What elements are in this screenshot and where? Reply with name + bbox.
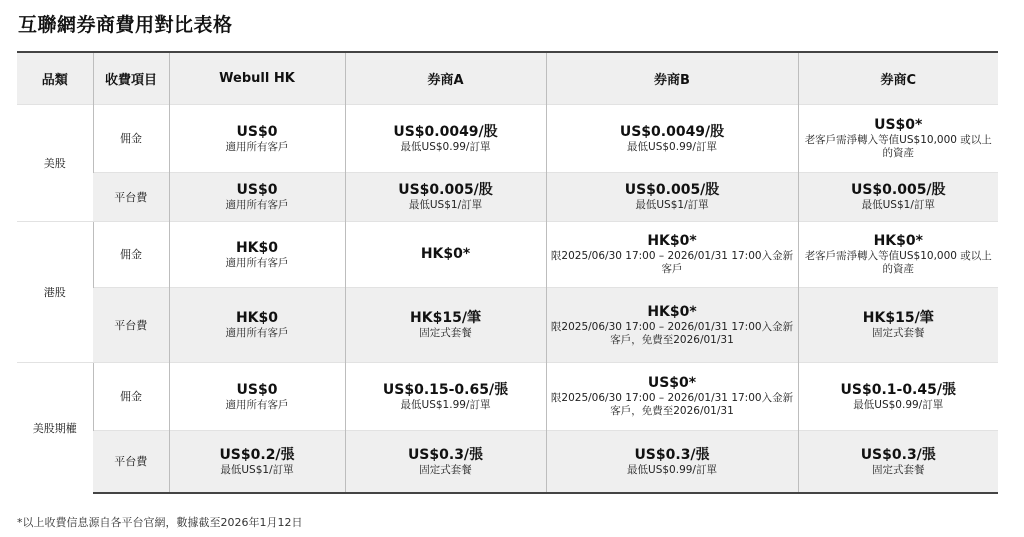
header-broker-a: 券商A [345, 52, 546, 104]
fee-main: US$0.005/股 [850, 182, 946, 198]
fee-note: 適用所有客戶 [225, 398, 289, 411]
fee-note: 最低US$1/訂單 [861, 199, 935, 211]
fee-note: 最低US$1/訂單 [220, 463, 294, 476]
header-category: 品類 [17, 52, 93, 104]
fee-main: US$0 [236, 381, 278, 398]
header-broker-b: 券商B [546, 52, 798, 104]
cell-broker-b [546, 221, 798, 287]
fee-note: 最低US$1/訂單 [635, 199, 709, 211]
fee-item-platform: 平台費 [93, 430, 169, 493]
fee-main: US$0* [874, 117, 923, 133]
fee-main: US$0.3/張 [860, 446, 936, 463]
fee-main: HK$0* [420, 246, 471, 262]
category-us-options: 美股期權 [17, 362, 93, 493]
fee-note: 適用所有客戶 [225, 327, 289, 339]
cell-broker-b [546, 104, 798, 172]
fee-main: US$0* [647, 375, 697, 391]
fee-main: US$0.3/張 [634, 446, 710, 463]
fee-item-commission: 佣金 [93, 221, 169, 287]
table-row [17, 430, 998, 493]
fee-comparison-table [17, 51, 998, 494]
fee-main: US$0.3/張 [407, 446, 484, 463]
fee-main: US$0.005/股 [624, 182, 720, 198]
fee-item-platform: 平台費 [93, 287, 169, 362]
table-row [17, 287, 998, 362]
fee-item-commission: 佣金 [93, 362, 169, 430]
fee-note: 適用所有客戶 [225, 256, 289, 269]
cell-broker-a [345, 221, 546, 287]
fee-note: 最低US$0.99/訂單 [853, 398, 944, 411]
table-row [17, 104, 998, 172]
fee-main: US$0.0049/股 [393, 123, 498, 140]
header-webull-hk: Webull HK [169, 52, 345, 104]
fee-item-commission: 佣金 [93, 104, 169, 172]
cell-webull [169, 104, 345, 172]
page-title: 互聯網券商費用對比表格 [18, 14, 233, 36]
fee-note: 限2025/06/30 17:00 – 2026/01/31 17:00入金新客戶，免費至2026/01/31 [550, 392, 794, 417]
fee-note: 固定式套餐 [872, 327, 925, 339]
fee-note: 適用所有客戶 [225, 140, 289, 153]
fee-main: US$0.1-0.45/張 [840, 381, 956, 398]
fee-main: HK$15/筆 [410, 310, 481, 326]
table-row [17, 362, 998, 430]
fee-note: 固定式套餐 [419, 327, 472, 339]
cell-broker-a [345, 362, 546, 430]
fee-main: HK$0* [873, 233, 923, 249]
cell-broker-c [798, 221, 998, 287]
fee-main: US$0 [236, 182, 278, 198]
cell-broker-a [345, 172, 546, 221]
fee-note: 固定式套餐 [872, 463, 925, 476]
fee-note: 老客戶需淨轉入等值US$10,000 或以上的資產 [804, 250, 992, 275]
cell-webull [169, 172, 345, 221]
table-row [17, 172, 998, 221]
fee-note: 最低US$1/訂單 [408, 199, 483, 211]
fee-note: 固定式套餐 [419, 463, 472, 476]
fee-main: US$0.005/股 [398, 182, 493, 198]
fee-main: HK$0* [647, 303, 697, 320]
cell-webull [169, 430, 345, 493]
cell-broker-c [798, 362, 998, 430]
header-fee-item: 收費項目 [93, 52, 169, 104]
cell-webull [169, 221, 345, 287]
fee-main: US$0 [236, 123, 278, 140]
fee-note: 老客戶需淨轉入等值US$10,000 或以上的資產 [804, 134, 992, 159]
fee-main: US$0.0049/股 [619, 123, 725, 140]
fee-note: 最低US$0.99/訂單 [400, 140, 491, 153]
cell-broker-c [798, 287, 998, 362]
cell-webull [169, 287, 345, 362]
fee-main: HK$0 [235, 310, 279, 326]
cell-broker-c [798, 430, 998, 493]
fee-note: 限2025/06/30 17:00 – 2026/01/31 17:00入金新客戶 [550, 250, 794, 275]
cell-broker-c [798, 104, 998, 172]
fee-note: 最低US$0.99/訂單 [627, 140, 717, 153]
category-hk-stock: 港股 [17, 221, 93, 362]
cell-broker-a [345, 104, 546, 172]
cell-webull [169, 362, 345, 430]
fee-main: US$0.15-0.65/張 [382, 381, 509, 398]
cell-broker-a [345, 287, 546, 362]
header-broker-c: 券商C [798, 52, 998, 104]
fee-main: HK$0* [647, 233, 697, 249]
cell-broker-a [345, 430, 546, 493]
fee-main: HK$0 [235, 239, 279, 256]
category-us-stock: 美股 [17, 104, 93, 221]
fee-note: 最低US$0.99/訂單 [627, 463, 717, 476]
fee-note: 最低US$1.99/訂單 [400, 398, 491, 411]
cell-broker-b [546, 287, 798, 362]
cell-broker-b [546, 172, 798, 221]
cell-broker-b [546, 430, 798, 493]
cell-broker-b [546, 362, 798, 430]
cell-broker-c [798, 172, 998, 221]
table-header-row [17, 52, 998, 104]
table-row [17, 221, 998, 287]
fee-note: 限2025/06/30 17:00 – 2026/01/31 17:00入金新客戶，免費至2026/01/31 [550, 320, 794, 346]
fee-main: HK$15/筆 [862, 310, 934, 326]
fee-note: 適用所有客戶 [225, 199, 289, 211]
fee-main: US$0.2/張 [219, 446, 295, 463]
fee-item-platform: 平台費 [93, 172, 169, 221]
footnote: *以上收費信息源自各平台官網，數據截至2026年1月12日 [17, 516, 303, 529]
